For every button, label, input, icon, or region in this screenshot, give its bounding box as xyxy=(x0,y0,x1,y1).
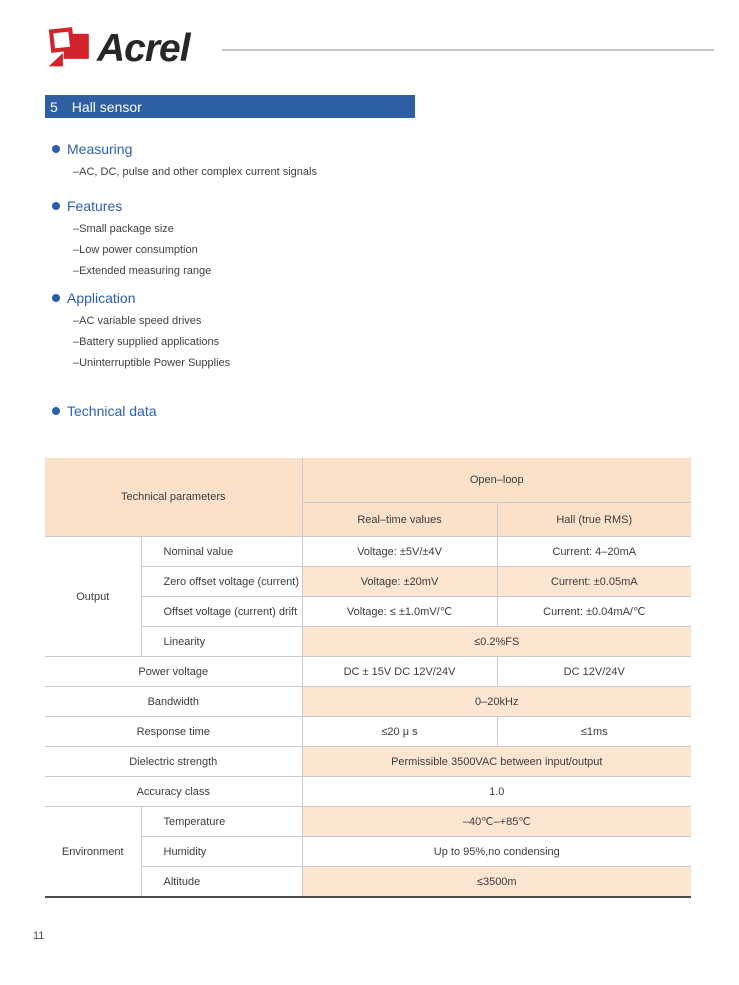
section-heading: Technical data xyxy=(67,403,157,419)
param-cell: Accuracy class xyxy=(45,777,302,807)
value-cell: Current: ±0.05mA xyxy=(497,567,691,597)
param-cell: Humidity xyxy=(141,837,302,867)
param-cell: Linearity xyxy=(141,627,302,657)
brand-name: Acrel xyxy=(97,26,190,70)
value-cell: ≤0.2%FS xyxy=(302,627,691,657)
value-cell: Voltage: ≤ ±1.0mV/℃ xyxy=(302,597,497,627)
param-cell: Temperature xyxy=(141,807,302,837)
value-cell: 1.0 xyxy=(302,777,691,807)
section-banner xyxy=(45,95,415,118)
header-cell-realtime: Real–time values xyxy=(302,503,497,537)
section-heading: Application xyxy=(67,290,136,306)
section-number: 5 xyxy=(50,98,58,115)
section-title: Hall sensor xyxy=(71,98,142,115)
header-cell-open-loop: Open–loop xyxy=(302,458,691,503)
bullet-icon xyxy=(52,202,60,210)
section-features xyxy=(52,198,211,277)
param-cell: Power voltage xyxy=(45,657,302,687)
param-cell: Dielectric strength xyxy=(45,747,302,777)
list-item: –AC, DC, pulse and other complex current signals xyxy=(73,166,317,178)
value-cell: ≤3500m xyxy=(302,867,691,898)
value-cell: Voltage: ±5V/±4V xyxy=(302,537,497,567)
list-item: –Extended measuring range xyxy=(73,265,212,277)
group-cell-output: Output xyxy=(45,537,141,657)
value-cell: DC ± 15V DC 12V/24V xyxy=(302,657,497,687)
section-technical-data xyxy=(52,403,157,419)
param-cell: Response time xyxy=(45,717,302,747)
value-cell: 0–20kHz xyxy=(302,687,691,717)
header-divider xyxy=(222,49,714,51)
header-cell-parameters: Technical parameters xyxy=(45,458,302,537)
list-item: –AC variable speed drives xyxy=(73,315,202,327)
value-cell: ≤1ms xyxy=(497,717,691,747)
value-cell: Current: ±0.04mA/℃ xyxy=(497,597,691,627)
value-cell: ≤20 μ s xyxy=(302,717,497,747)
value-cell: –40℃–+85℃ xyxy=(302,807,691,837)
value-cell: DC 12V/24V xyxy=(497,657,691,687)
param-cell: Bandwidth xyxy=(45,687,302,717)
bullet-icon xyxy=(52,145,60,153)
group-cell-environment: Environment xyxy=(45,807,141,898)
bullet-icon xyxy=(52,407,60,415)
brand-logo xyxy=(47,26,190,70)
page-number: 11 xyxy=(33,930,45,942)
param-cell: Altitude xyxy=(141,867,302,898)
param-cell: Nominal value xyxy=(141,537,302,567)
section-heading: Features xyxy=(67,198,123,214)
param-cell: Zero offset voltage (current) xyxy=(141,567,302,597)
value-cell: Permissible 3500VAC between input/output xyxy=(302,747,691,777)
list-item: –Battery supplied applications xyxy=(73,336,220,348)
section-application xyxy=(52,290,230,369)
list-item: –Uninterruptible Power Supplies xyxy=(73,357,231,369)
value-cell: Voltage: ±20mV xyxy=(302,567,497,597)
bullet-icon xyxy=(52,294,60,302)
header-cell-hall: Hall (true RMS) xyxy=(497,503,691,537)
value-cell: Current: 4–20mA xyxy=(497,537,691,567)
section-heading: Measuring xyxy=(67,141,133,157)
list-item: –Low power consumption xyxy=(73,244,198,256)
technical-data-table xyxy=(45,458,691,898)
section-measuring xyxy=(52,141,317,178)
value-cell: Up to 95%,no condensing xyxy=(302,837,691,867)
acrel-logo-icon xyxy=(47,26,93,70)
param-cell: Offset voltage (current) drift xyxy=(141,597,302,627)
list-item: –Small package size xyxy=(73,223,174,235)
